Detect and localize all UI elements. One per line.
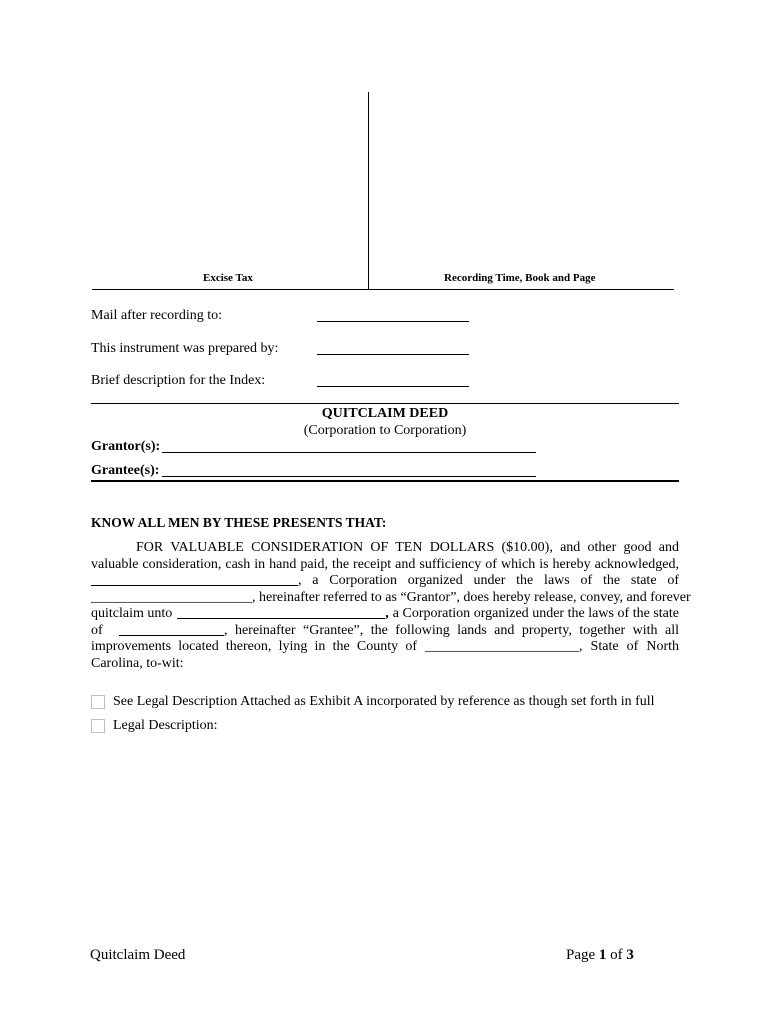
body-line-1: FOR VALUABLE CONSIDERATION OF TEN DOLLARS ($10.00), and other good and	[136, 540, 679, 555]
mail-after-recording-label: Mail after recording to:	[91, 308, 223, 323]
index-description-field[interactable]	[317, 386, 469, 387]
option-legal-description[interactable]	[91, 718, 218, 734]
option-exhibit-a[interactable]	[91, 694, 655, 710]
body-line-2: valuable consideration, cash in hand paid, the receipt and sufficiency of which is hereby acknowledged,	[91, 556, 679, 572]
mail-after-recording-field[interactable]	[317, 321, 469, 322]
grantee-name-blank[interactable]	[177, 606, 385, 619]
exhibit-a-label: See Legal Description Attached as Exhibit A incorporated by reference as though set forth in full	[113, 694, 655, 709]
county-blank[interactable]: ______________________	[425, 639, 579, 654]
grantee-state-blank[interactable]	[119, 623, 224, 636]
header-divider-horizontal	[92, 289, 674, 290]
recording-label: Recording Time, Book and Page	[444, 272, 596, 284]
body-heading: KNOW ALL MEN BY THESE PRESENTS THAT:	[91, 515, 387, 530]
grantor-state-blank[interactable]: _______________________	[91, 589, 252, 605]
body-line-6: of , hereinafter “Grantee”, the following lands and property, together with all	[91, 622, 679, 638]
index-description-label: Brief description for the Index:	[91, 373, 266, 388]
body-line-5: quitclaim unto , a Corporation organized under the laws of the state	[91, 606, 679, 621]
deed-body	[91, 540, 691, 672]
footer-page-number: Page 1 of 3	[566, 947, 634, 963]
body-line-4: _______________________ , hereinafter referred to as “Grantor”, does hereby release, convey, and forever	[91, 589, 691, 605]
grantee-field[interactable]	[162, 476, 536, 477]
excise-tax-label: Excise Tax	[203, 272, 253, 284]
legal-description-label: Legal Description:	[113, 718, 218, 733]
legal-description-checkbox[interactable]	[91, 719, 105, 733]
grantor-label: Grantor(s):	[91, 439, 161, 454]
grantor-name-blank[interactable]	[91, 573, 298, 586]
section-divider	[91, 403, 679, 404]
grantee-label: Grantee(s):	[91, 463, 160, 478]
exhibit-a-checkbox[interactable]	[91, 695, 105, 709]
header-divider-vertical	[368, 92, 369, 290]
prepared-by-label: This instrument was prepared by:	[91, 341, 279, 356]
deed-title: QUITCLAIM DEED	[321, 406, 449, 421]
grantor-field[interactable]	[162, 452, 536, 453]
prepared-by-field[interactable]	[317, 354, 469, 355]
deed-subtitle: (Corporation to Corporation)	[303, 423, 467, 438]
footer-doc-name: Quitclaim Deed	[90, 947, 186, 963]
section-divider-thick	[91, 480, 679, 482]
body-line-3: , a Corporation organized under the laws of the state of	[91, 573, 679, 590]
body-line-8: Carolina, to-wit:	[91, 655, 184, 671]
body-line-7: improvements located thereon, lying in the County of ______________________ , State of North	[91, 639, 679, 654]
